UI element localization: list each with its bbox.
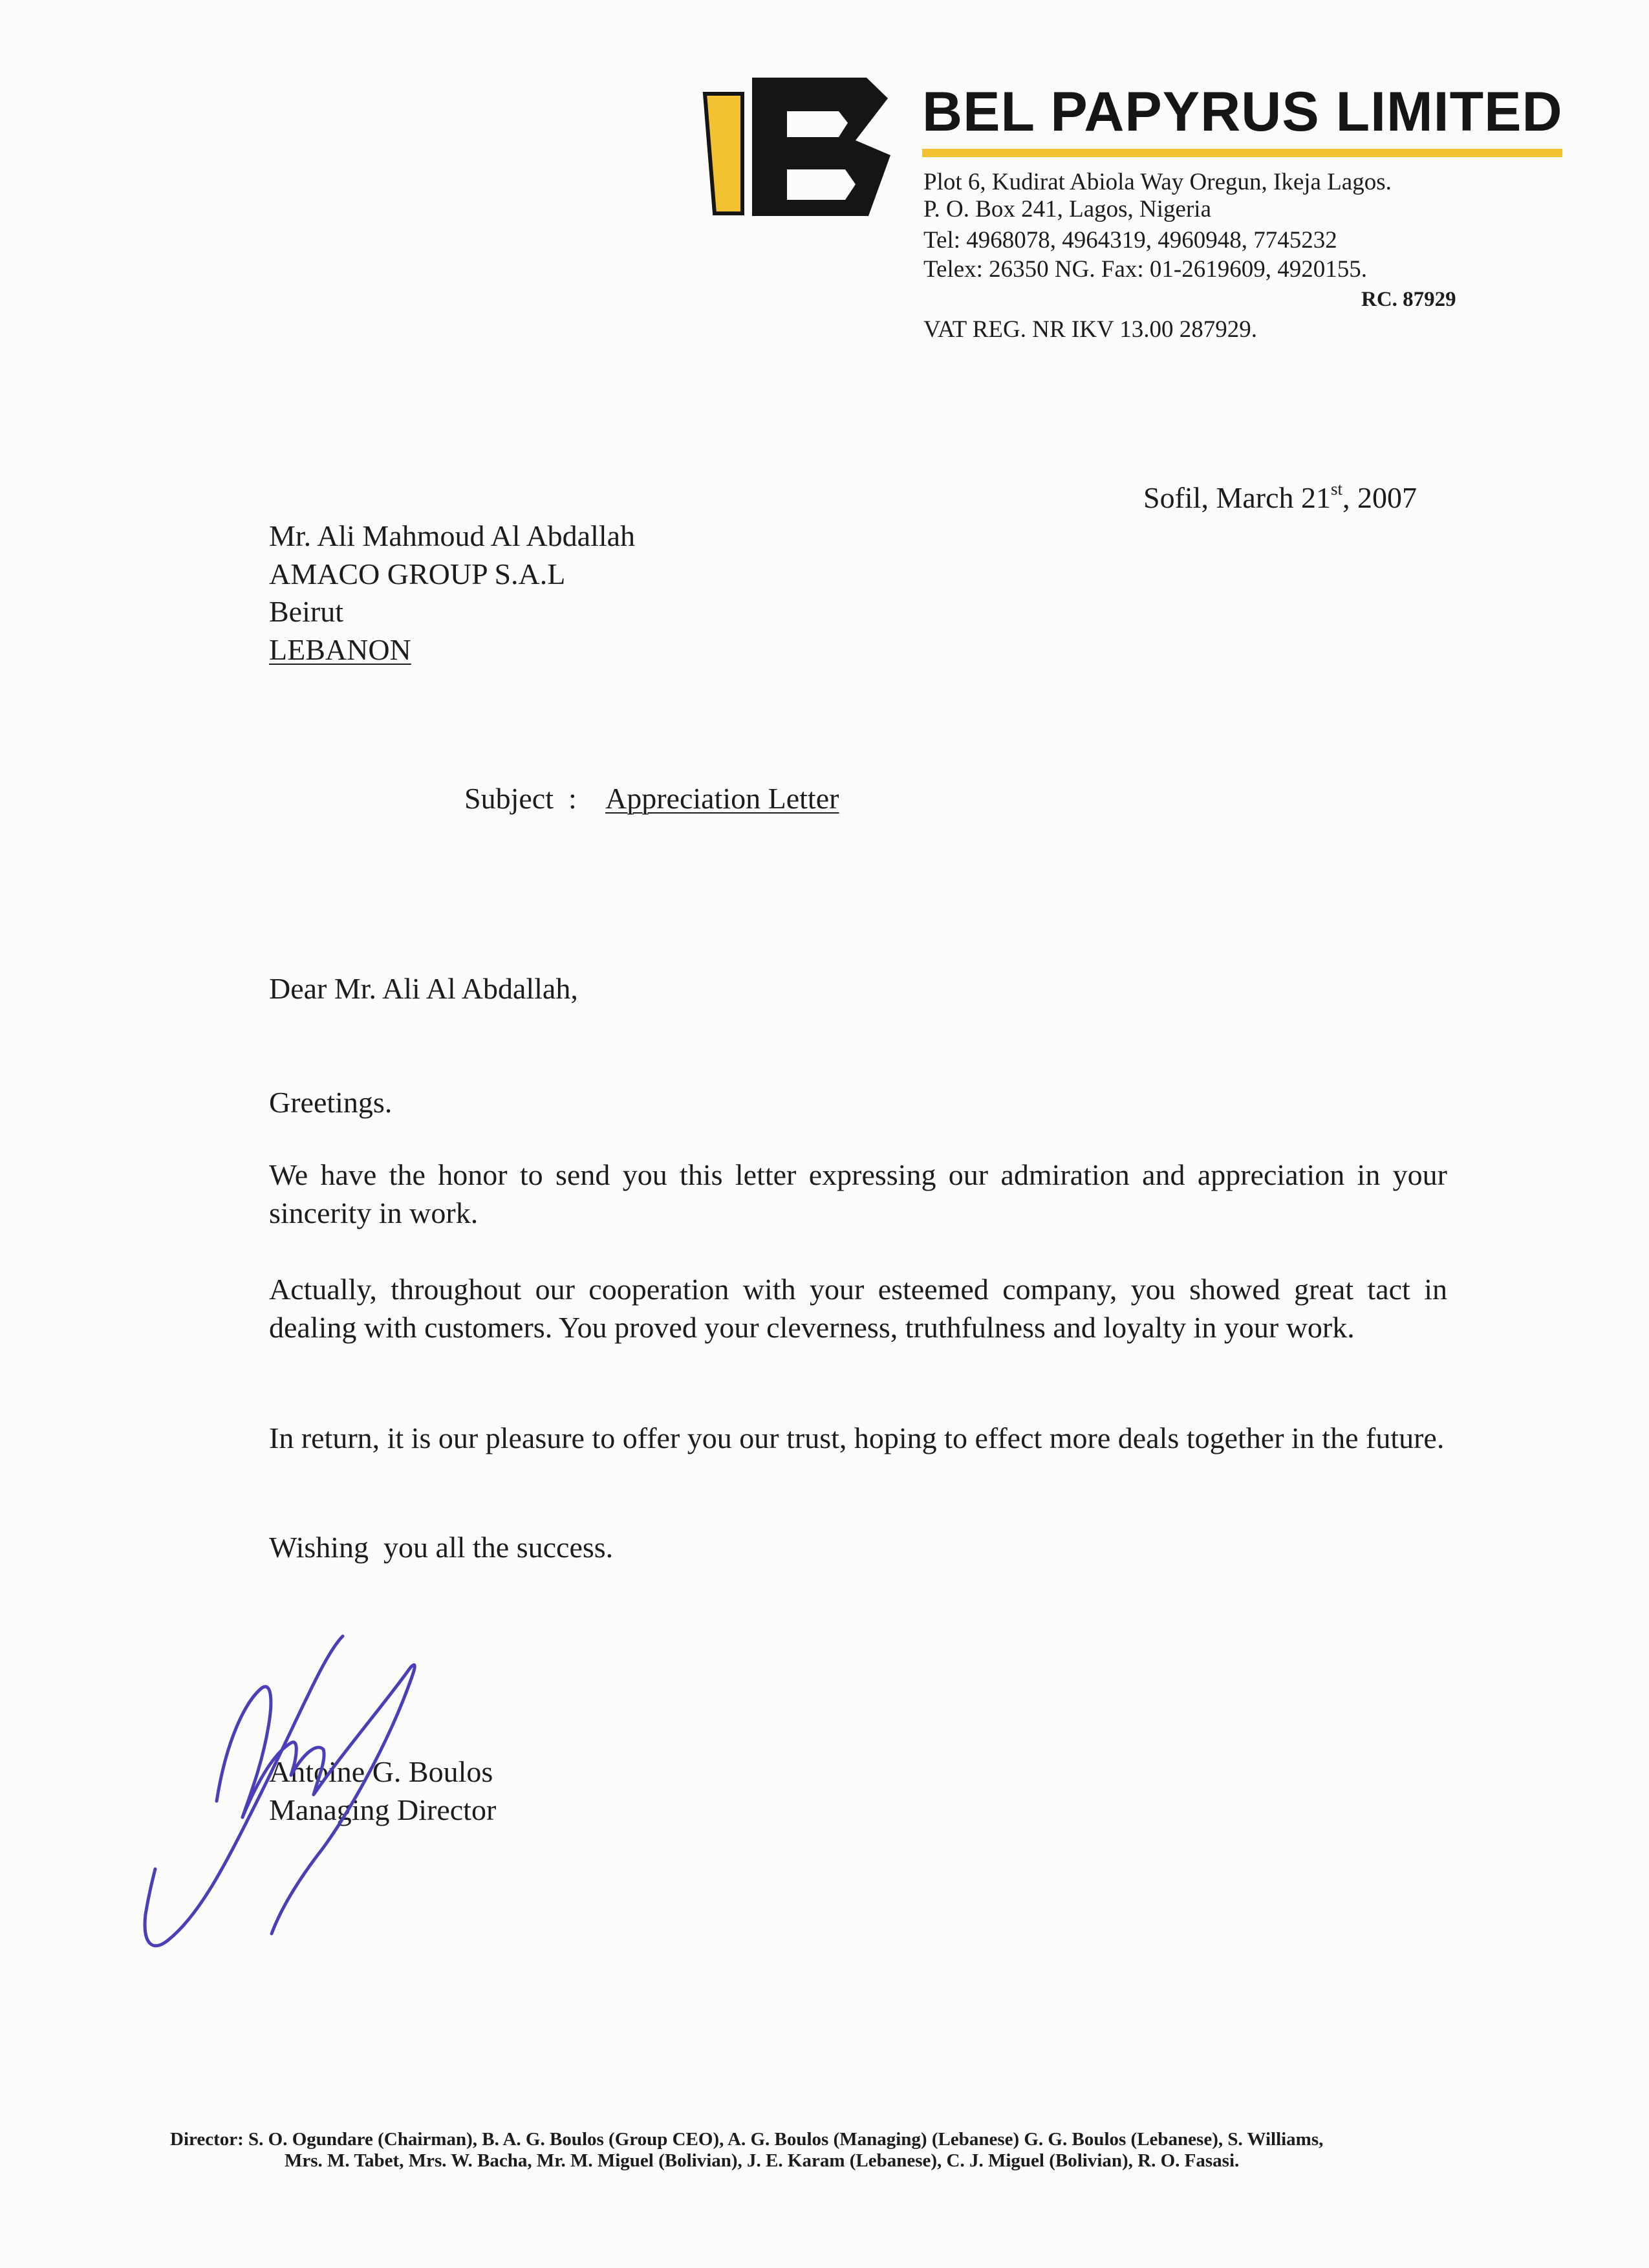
signatory-name: Antoine G. Boulos [269,1755,493,1788]
company-telephone: Tel: 4968078, 4964319, 4960948, 7745232 [923,227,1337,254]
handwritten-signature [129,1610,504,1972]
company-rc-number: RC. 87929 [1361,288,1456,311]
recipient-city: Beirut [269,595,343,628]
subject-label: Subject : [464,782,577,815]
company-address-line1: Plot 6, Kudirat Abiola Way Oregun, Ikeja Lagos. [923,169,1392,195]
greeting: Greetings. [269,1086,393,1119]
recipient-country: LEBANON [269,633,411,666]
subject-value: Appreciation Letter [605,782,839,815]
recipient-company: AMACO GROUP S.A.L [269,557,566,590]
footer-directors-line1: Director: S. O. Ogundare (Chairman), B. A. G. Boulos (Group CEO), A. G. Boulos (Managing) (Lebanese) G. G. Boulos (Lebanese), S. Williams, [170,2129,1324,2150]
closing-line: Wishing you all the success. [269,1531,614,1564]
company-name: BEL PAPYRUS LIMITED [922,81,1563,143]
date-prefix: Sofil, March 21 [1143,481,1331,514]
letterhead-divider [922,149,1562,157]
company-logo [695,72,896,224]
signatory-title: Managing Director [269,1793,497,1826]
footer-directors-line2: Mrs. M. Tabet, Mrs. W. Bacha, Mr. M. Miguel (Bolivian), J. E. Karam (Lebanese), C. J. Miguel (Bolivian), R. O. Fasasi. [285,2150,1240,2171]
letter-date [1143,479,1417,514]
company-telex-fax: Telex: 26350 NG. Fax: 01-2619609, 4920155. [923,256,1367,283]
date-ordinal-suffix: st [1331,479,1343,499]
salutation: Dear Mr. Ali Al Abdallah, [269,972,578,1005]
date-year: , 2007 [1342,481,1417,514]
body-paragraph: In return, it is our pleasure to offer you our trust, hoping to effect more deals together in the future. [269,1421,1445,1454]
body-paragraph: Actually, throughout our cooperation with your esteemed company, you showed great tact in dealing with customers. You proved your cleverness, truthfulness and loyalty in your work. [269,1273,1447,1344]
company-vat-number: VAT REG. NR IKV 13.00 287929. [923,316,1257,343]
company-address-line2: P. O. Box 241, Lagos, Nigeria [923,196,1211,222]
recipient-name: Mr. Ali Mahmoud Al Abdallah [269,519,636,552]
body-paragraph: We have the honor to send you this letter expressing our admiration and appreciation in your sincerity in work. [269,1158,1447,1229]
